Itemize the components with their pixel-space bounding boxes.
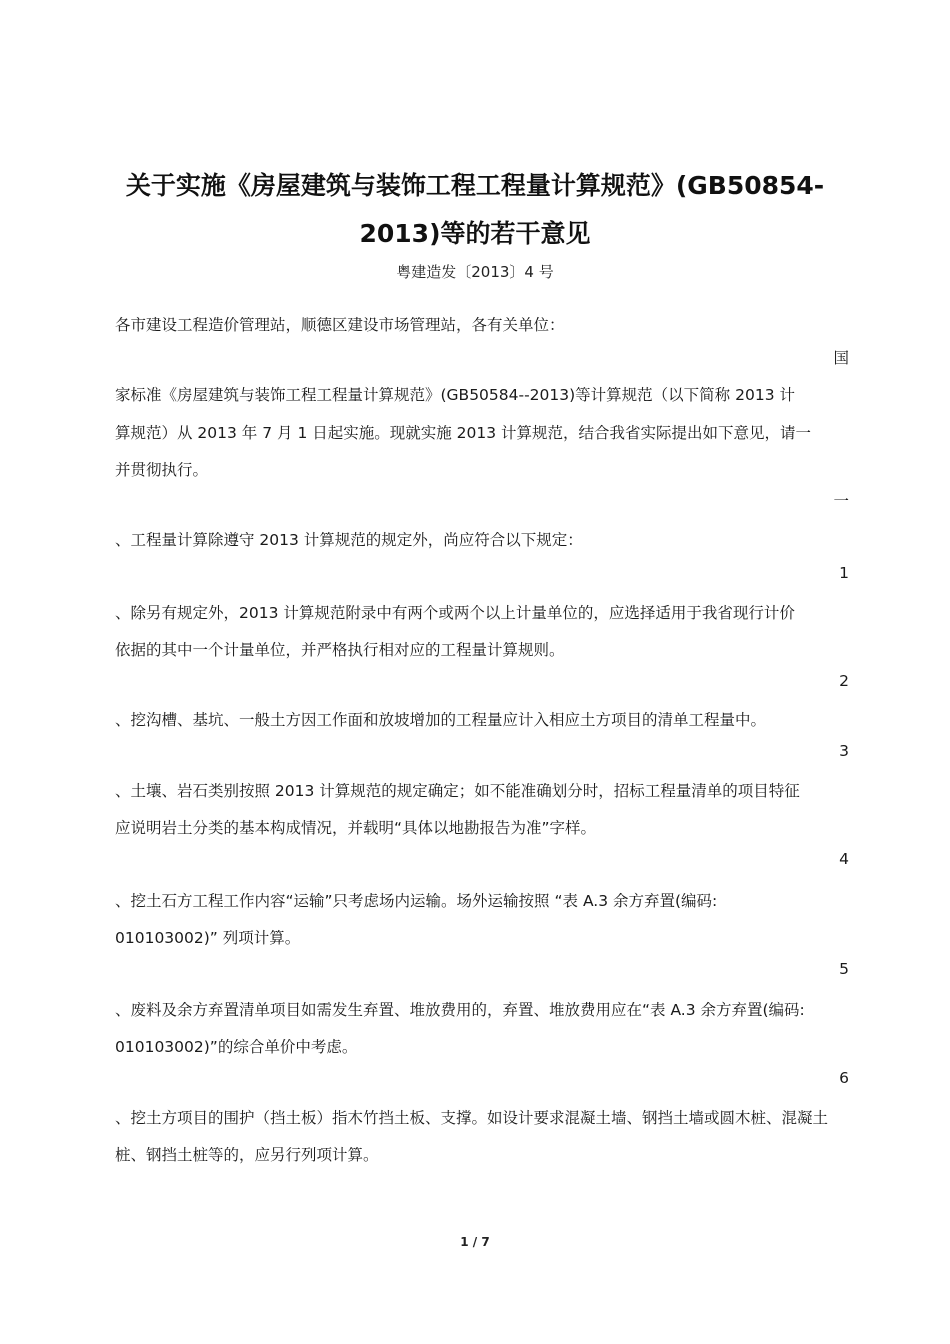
item-5-line: 、废料及余方弃置清单项目如需发生弃置、堆放费用的，弃置、堆放费用应在“表 A.3 余方弃置(编码: — [115, 1001, 805, 1019]
item-2-line: 、挖沟槽、基坑、一般土方因工作面和放坡增加的工程量应计入相应土方项目的清单工程量中。 — [115, 711, 767, 729]
item-number-1: 1 — [839, 564, 849, 582]
document-number: 粤建造发〔2013〕4 号 — [396, 263, 554, 281]
intro-line: 家标准《房屋建筑与装饰工程工程量计算规范》(GB50584--2013)等计算规范（以下简称 2013 计 — [115, 386, 795, 404]
document-title-line-1: 关于实施《房屋建筑与装饰工程工程量计算规范》(GB50854- — [125, 171, 825, 200]
item-1-line: 依据的其中一个计量单位，并严格执行相对应的工程量计算规则。 — [115, 641, 565, 659]
item-1-line: 、除另有规定外，2013 计算规范附录中有两个或两个以上计量单位的，应选择适用于我省现行计价 — [115, 604, 795, 622]
item-6-line: 桩、钢挡土桩等的，应另行列项计算。 — [115, 1146, 379, 1164]
item-4-line: 010103002)” 列项计算。 — [115, 929, 301, 947]
intro-lead-char: 国 — [833, 349, 849, 367]
item-5-line: 010103002)”的综合单价中考虑。 — [115, 1038, 358, 1056]
item-number-3: 3 — [839, 742, 849, 760]
section-one-lead-char: 一 — [833, 492, 849, 510]
item-number-5: 5 — [839, 960, 849, 978]
intro-line: 并贯彻执行。 — [115, 461, 209, 479]
item-number-6: 6 — [839, 1069, 849, 1087]
item-3-line: 、土壤、岩石类别按照 2013 计算规范的规定确定；如不能准确划分时，招标工程量清单的项目特征 — [115, 782, 800, 800]
addressee: 各市建设工程造价管理站，顺德区建设市场管理站，各有关单位： — [115, 316, 565, 334]
item-6-line: 、挖土方项目的围护（挡土板）指木竹挡土板、支撑。如设计要求混凝土墙、钢挡土墙或圆木桩、混凝土 — [115, 1109, 829, 1127]
item-3-line: 应说明岩土分类的基本构成情况，并载明“具体以地勘报告为准”字样。 — [115, 819, 597, 837]
item-number-2: 2 — [839, 672, 849, 690]
document-title-line-2: 2013)等的若干意见 — [359, 219, 591, 248]
item-4-line: 、挖土石方工程工作内容“运输”只考虑场内运输。场外运输按照 “表 A.3 余方弃置(编码: — [115, 892, 718, 910]
page-indicator: 1 / 7 — [460, 1235, 490, 1249]
section-one-heading: 、工程量计算除遵守 2013 计算规范的规定外，尚应符合以下规定： — [115, 531, 583, 549]
intro-line: 算规范）从 2013 年 7 月 1 日起实施。现就实施 2013 计算规范，结合我省实际提出如下意见，请一 — [115, 424, 812, 442]
item-number-4: 4 — [839, 850, 849, 868]
